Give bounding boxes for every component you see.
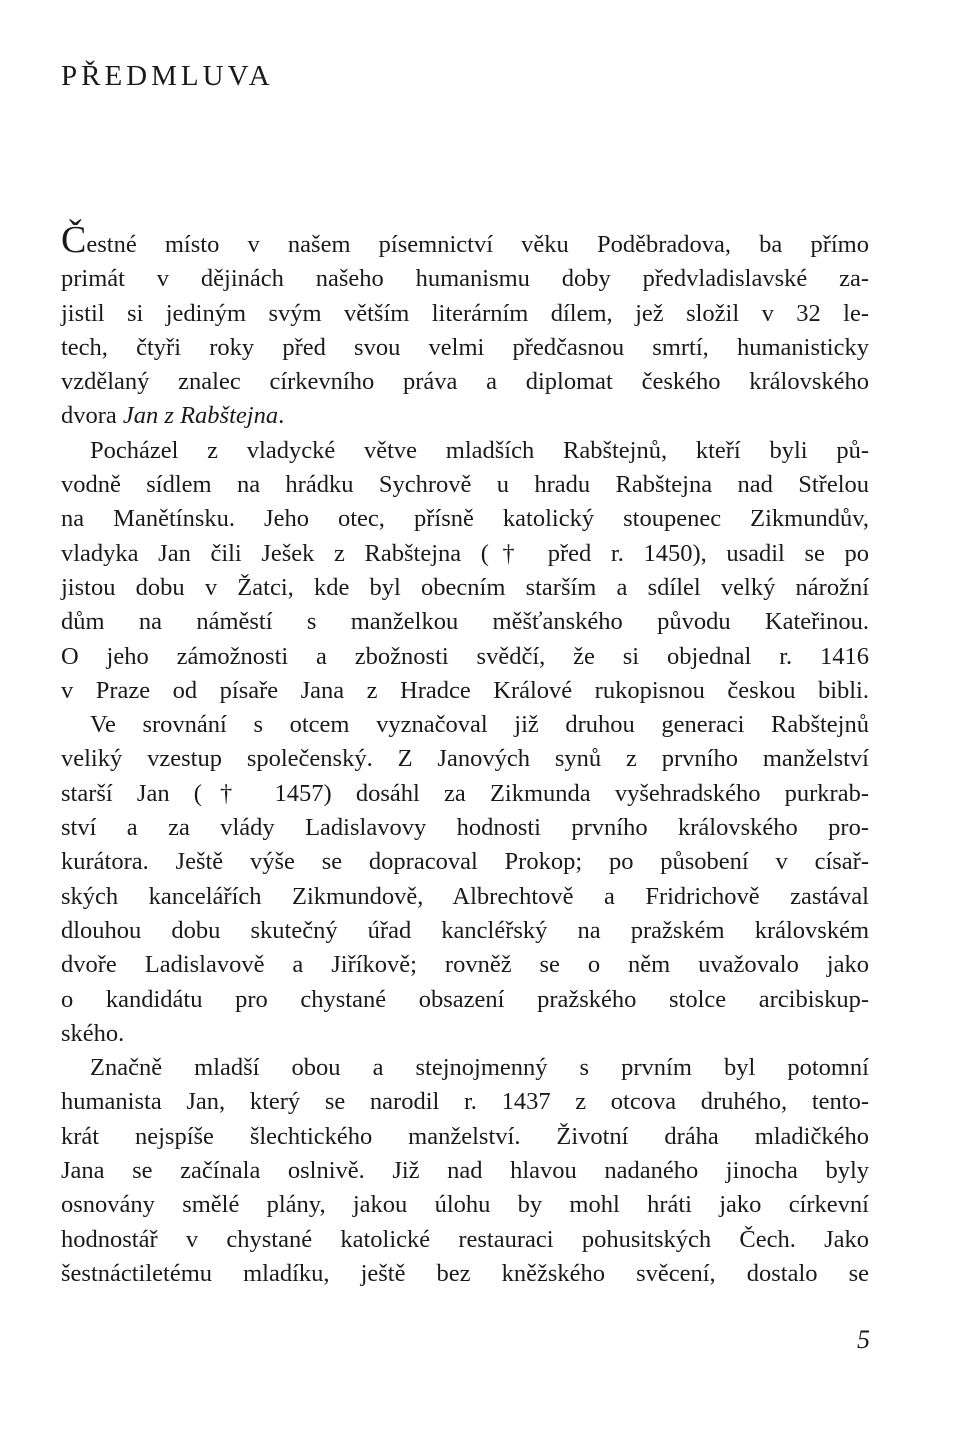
text-line: humanista Jan, který se narodil r. 1437 z otcova druhého, tento- [61, 1088, 869, 1116]
text-line: vladyka Jan čili Ješek z Rabštejna († před r. 1450), usadil se po [61, 539, 869, 567]
text-line: jistou dobu v Žatci, kde byl obecním starším a sdílel velký nárožní [61, 573, 869, 601]
text-line: primát v dějinách našeho humanismu doby předvladislavské za- [61, 265, 869, 293]
text-line: na Manětínsku. Jeho otec, přísně katolický stoupenec Zikmundův, [61, 505, 869, 533]
text-line: veliký vzestup společenský. Z Janových synů z prvního manželství [61, 745, 869, 773]
text-line: Čestné místo v našem písemnictví věku Poděbradova, ba přímo [61, 219, 869, 261]
text-line: osnovány smělé plány, jakou úlohu by mohl hráti jako církevní [61, 1191, 869, 1219]
text-line: o kandidátu pro chystané obsazení pražského stolce arcibiskup- [61, 985, 869, 1013]
text-line: Ve srovnání s otcem vyznačoval již druhou generaci Rabštejnů [90, 711, 869, 739]
body-text [61, 219, 869, 1291]
text-line: Pocházel z vladycké větve mladších Rabštejnů, kteří byli pů- [90, 436, 869, 464]
text-line: O jeho zámožnosti a zbožnosti svědčí, že si objednal r. 1416 [61, 642, 869, 670]
text-line: dlouhou dobu skutečný úřad kancléřský na pražském královském [61, 916, 869, 944]
text-line: ství a za vlády Ladislavovy hodnosti prvního královského pro- [61, 814, 869, 842]
text-line: hodnostář v chystané katolické restauraci pohusitských Čech. Jako [61, 1225, 869, 1253]
chapter-heading: PŘEDMLUVA [61, 60, 274, 92]
page-number: 5 [857, 1325, 870, 1354]
text-line: v Praze od písaře Jana z Hradce Králové rukopisnou českou bibli. [61, 676, 869, 704]
author-name: Jan z Rabštejna [122, 402, 279, 430]
text-line: krát nejspíše šlechtického manželství. Životní dráha mladičkého [61, 1122, 869, 1150]
text-line: Jana se začínala oslnivě. Již nad hlavou nadaného jinocha byly [61, 1157, 869, 1185]
text-line: Značně mladší obou a stejnojmenný s prvním byl potomní [90, 1054, 869, 1082]
paragraph [61, 708, 869, 1051]
text-line: starší Jan († 1457) dosáhl za Zikmunda vyšehradského purkrab- [61, 779, 869, 807]
text-line: vodně sídlem na hrádku Sychrově u hradu Rabštejna nad Střelou [61, 471, 869, 499]
text-line: dvoře Ladislavově a Jiříkově; rovněž se o něm uvažovalo jako [61, 951, 869, 979]
text-line: ských kancelářích Zikmundově, Albrechtově a Fridrichově zastával [61, 882, 869, 910]
text-line: tech, čtyři roky před svou velmi předčasnou smrtí, humanisticky [61, 333, 869, 361]
paragraph [61, 434, 869, 708]
paragraph [61, 1051, 869, 1291]
text-line: jistil si jediným svým větším literárním dílem, jež složil v 32 le- [61, 299, 869, 327]
text-line: ského. [61, 1019, 125, 1047]
drop-cap: Č [61, 219, 87, 261]
text-line: kurátora. Ještě výše se dopracoval Prokop; po působení v císař- [61, 848, 869, 876]
text-line: šestnáctiletému mladíku, ještě bez kněžského svěcení, dostalo se [61, 1259, 869, 1287]
text-line: dům na náměstí s manželkou měšťanského původu Kateřinou. [61, 608, 869, 636]
text-line: dvora Jan z Rabštejna. [61, 402, 285, 430]
text-line: vzdělaný znalec církevního práva a diplomat českého královského [61, 368, 869, 396]
paragraph [61, 219, 869, 434]
